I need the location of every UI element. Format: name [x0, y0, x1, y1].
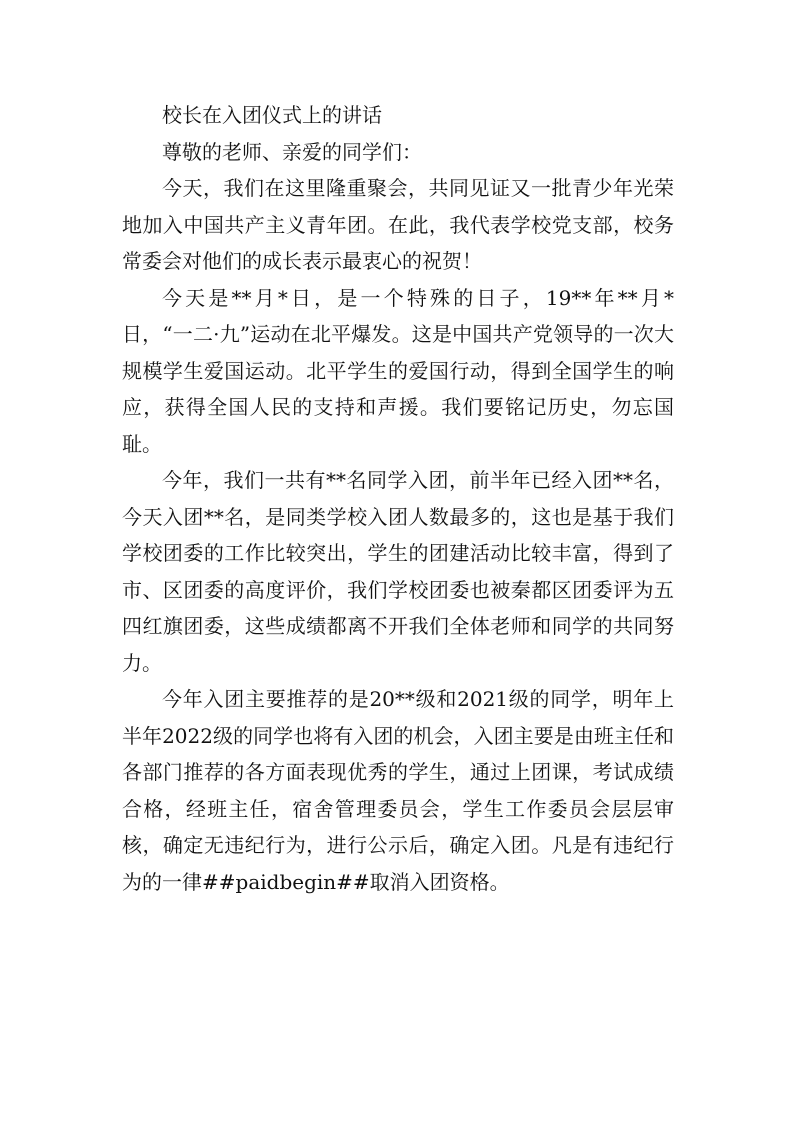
greeting-line: 尊敬的老师、亲爱的同学们：	[162, 139, 422, 164]
paragraph: 今天是**月*日，是一个特殊的日子，19**年**月*日，“一二·九”运动在北平爆发。这是中国共产党领导的一次大规模学生爱国运动。北平学生的爱国行动，得到全国学生的响应，获得全国人民的支持和声援。我们要铭记历史，勿忘国耻。	[122, 285, 674, 456]
document-body	[122, 97, 674, 900]
speech-title: 校长在入团仪式上的讲话	[162, 103, 382, 127]
paragraph: 今年，我们一共有**名同学入团，前半年已经入团**名，今天入团**名，是同类学校入团人数最多的，这也是基于我们学校团委的工作比较突出，学生的团建活动比较丰富，得到了市、区团委的高度评价，我们学校团委也被秦都区团委评为五四红旗团委，这些成绩都离不开我们全体老师和同学的共同努力。	[122, 468, 674, 675]
paragraph: 今天，我们在这里隆重聚会，共同见证又一批青少年光荣地加入中国共产主义青年团。在此，我代表学校党支部，校务常委会对他们的成长表示最衷心的祝贺！	[122, 176, 674, 273]
paragraph: 今年入团主要推荐的是20**级和2021级的同学，明年上半年2022级的同学也将有入团的机会，入团主要是由班主任和各部门推荐的各方面表现优秀的学生，通过上团课，考试成绩合格，经班主任，宿舍管理委员会，学生工作委员会层层审核，确定无违纪行为，进行公示后，确定入团。凡是有违纪行为的一律##paidbegin##取消入团资格。	[122, 687, 674, 894]
